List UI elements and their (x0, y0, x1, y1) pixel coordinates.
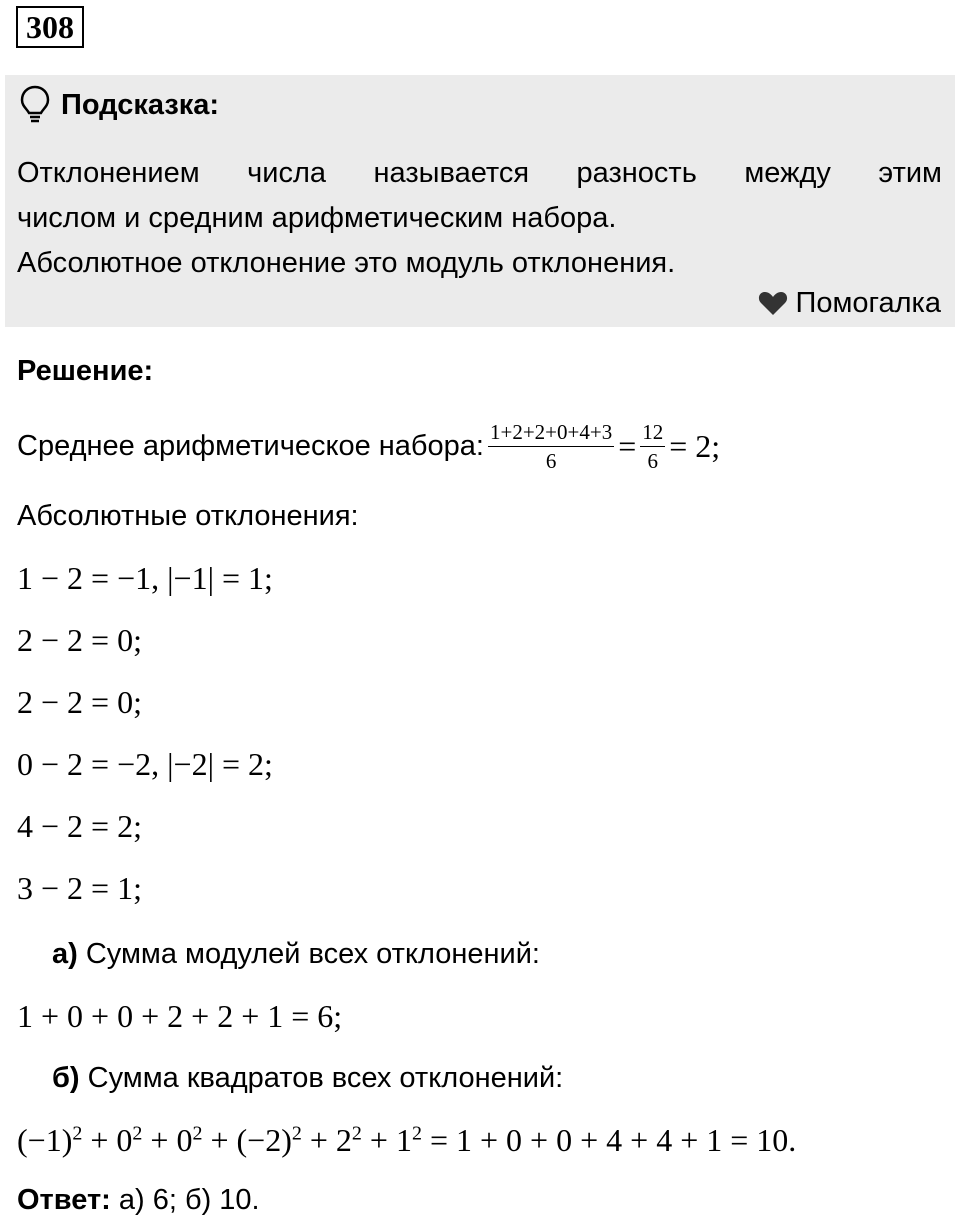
solution-title: Решение: (17, 355, 154, 387)
hint-line: числом и средним арифметическим набора. (17, 202, 617, 234)
hint-box (5, 75, 955, 327)
term: + 1 (361, 1122, 412, 1158)
term: + 0 (142, 1122, 193, 1158)
exponent: 2 (72, 1122, 83, 1145)
hint-line: Отклонением числа называется разность между этим (17, 157, 942, 189)
mean-numerator: 1+2+2+0+4+3 (488, 420, 614, 447)
problem-number: 308 (16, 6, 84, 48)
deviation-line: 1 − 2 = −1, |−1| = 1; (17, 560, 273, 596)
hint-title: Подсказка: (61, 88, 220, 121)
mean-denominator-2: 6 (647, 448, 658, 473)
part-a-label: а) (52, 938, 78, 970)
hint-header (19, 85, 219, 125)
part-b-calc (17, 1122, 796, 1159)
term: + (−2) (202, 1122, 292, 1158)
term: + 0 (82, 1122, 133, 1158)
term: (−1) (17, 1122, 73, 1158)
part-a-heading (52, 938, 540, 971)
part-a-calc: 1 + 0 + 0 + 2 + 2 + 1 = 6; (17, 998, 343, 1034)
part-b-heading (52, 1062, 563, 1095)
term: = 1 + 0 + 0 + 4 + 4 + 1 = 10. (421, 1122, 797, 1158)
brand-label (758, 283, 941, 323)
exponent: 2 (351, 1122, 362, 1145)
mean-label: Среднее арифметическое набора: (17, 429, 484, 462)
part-b-label: б) (52, 1062, 80, 1094)
lightbulb-icon (19, 85, 51, 125)
hint-text (17, 151, 942, 286)
deviation-line: 4 − 2 = 2; (17, 808, 142, 844)
hint-line: Абсолютное отклонение это модуль отклонения. (17, 247, 676, 279)
answer-label: Ответ: (17, 1184, 111, 1216)
answer-text: а) 6; б) 10. (118, 1184, 260, 1216)
part-b-text: Сумма квадратов всех отклонений: (87, 1062, 564, 1094)
brand-name: Помогалка (795, 286, 941, 319)
exponent: 2 (291, 1122, 302, 1145)
deviation-line: 0 − 2 = −2, |−2| = 2; (17, 746, 273, 782)
mean-denominator: 6 (545, 448, 557, 473)
equals-sign: = (618, 427, 637, 464)
answer-line (17, 1184, 260, 1217)
deviation-line: 3 − 2 = 1; (17, 870, 142, 906)
deviation-line: 2 − 2 = 0; (17, 684, 142, 720)
exponent: 2 (132, 1122, 143, 1145)
exponent: 2 (411, 1122, 422, 1145)
heart-icon (758, 290, 788, 316)
mean-numerator-2: 12 (640, 420, 665, 447)
mean-fraction (488, 420, 614, 473)
deviation-line: 2 − 2 = 0; (17, 622, 142, 658)
mean-result: = 2; (669, 427, 721, 464)
mean-fraction-reduced (640, 420, 665, 473)
exponent: 2 (192, 1122, 203, 1145)
term: + 2 (301, 1122, 352, 1158)
abs-label: Абсолютные отклонения: (17, 500, 359, 532)
part-a-text: Сумма модулей всех отклонений: (85, 938, 540, 970)
mean-line (17, 414, 720, 478)
